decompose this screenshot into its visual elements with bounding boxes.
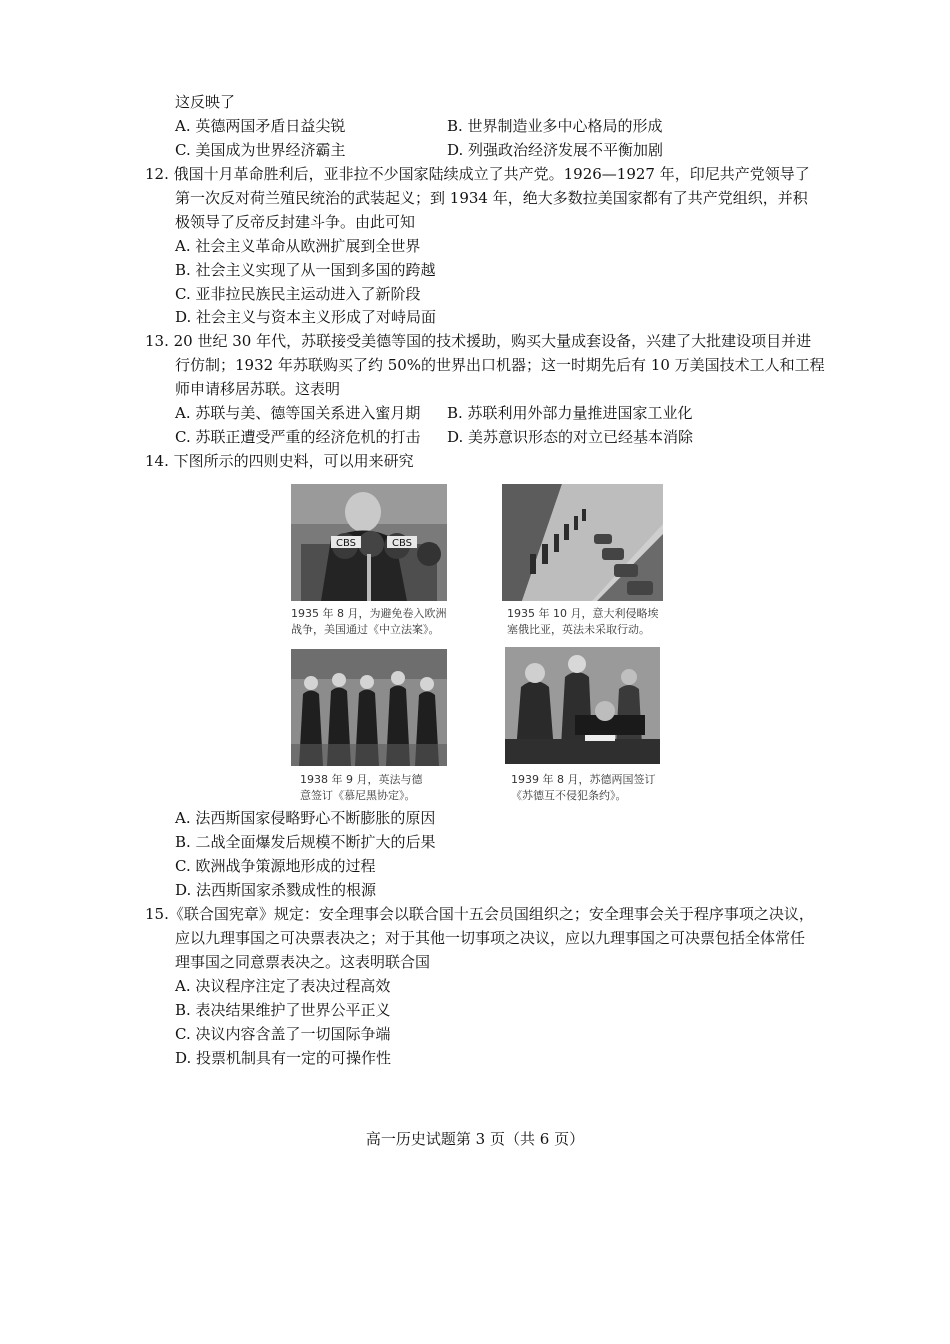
photo-munich-agreement [291,649,447,766]
caption-2-line1: 1935 年 10 月，意大利侵略埃 [507,607,659,620]
photo-neutrality-act [291,484,447,601]
photo-ethiopia-invasion [502,484,663,601]
q13-option-a: A. 苏联与美、德等国关系进入蜜月期 [175,404,421,422]
q14-stem: 14. 下图所示的四则史料，可以用来研究 [145,452,414,470]
q11-option-d: D. 列强政治经济发展不平衡加剧 [447,141,664,159]
q13-option-d: D. 美苏意识形态的对立已经基本消除 [447,428,694,446]
q12-option-c: C. 亚非拉民族民主运动进入了新阶段 [175,285,421,303]
q15-option-d: D. 投票机制具有一定的可操作性 [175,1049,392,1067]
caption-1-line1: 1935 年 8 月，为避免卷入欧洲 [291,607,447,620]
q13-option-c: C. 苏联正遭受严重的经济危机的打击 [175,428,421,446]
cbs-mic-label: CBS [391,538,413,549]
caption-2-line2: 塞俄比亚，英法未采取行动。 [507,623,650,636]
caption-1-line2: 战争，美国通过《中立法案》。 [291,623,440,636]
q15-stem-line3: 理事国之同意票表决之。这表明联合国 [175,953,431,971]
q12-stem-line1: 12. 俄国十月革命胜利后，亚非拉不少国家陆续成立了共产党。1926—1927 年，印尼共产党领导了 [145,165,810,183]
q13-stem-line3: 师申请移居苏联。这表明 [175,380,341,398]
caption-4-line2: 《苏德互不侵犯条约》。 [511,789,627,802]
q11-option-b: B. 世界制造业多中心格局的形成 [447,117,663,135]
q14-option-c: C. 欧洲战争策源地形成的过程 [175,857,376,875]
q15-option-a: A. 决议程序注定了表决过程高效 [175,977,391,995]
caption-4-line1: 1939 年 8 月，苏德两国签订 [511,773,656,786]
caption-3-line2: 意签订《慕尼黑协定》。 [300,789,416,802]
q12-option-b: B. 社会主义实现了从一国到多国的跨越 [175,261,436,279]
photo-molotov-ribbentrop [505,647,660,764]
q15-option-b: B. 表决结果维护了世界公平正义 [175,1001,391,1019]
q14-option-b: B. 二战全面爆发后规模不断扩大的后果 [175,833,436,851]
q15-option-c: C. 决议内容含盖了一切国际争端 [175,1025,391,1043]
q15-stem-line2: 应以九理事国之可决票表决之；对于其他一切事项之决议，应以九理事国之可决票包括全体常任 [175,929,806,947]
q12-option-d: D. 社会主义与资本主义形成了对峙局面 [175,308,437,326]
q14-option-d: D. 法西斯国家杀戮成性的根源 [175,881,377,899]
q13-stem-line1: 13. 20 世纪 30 年代，苏联接受美德等国的技术援助，购买大量成套设备，兴建了大批建设项目并进 [145,332,812,350]
q13-stem-line2: 行仿制；1932 年苏联购买了约 50%的世界出口机器；这一时期先后有 10 万美国技术工人和工程 [175,356,825,374]
q12-stem-line2: 第一次反对荷兰殖民统治的武装起义；到 1934 年，绝大多数拉美国家都有了共产党组织，并积 [175,189,808,207]
q11-option-c: C. 美国成为世界经济霸主 [175,141,346,159]
q11-stem-tail: 这反映了 [175,93,236,111]
q15-stem-line1: 15.《联合国宪章》规定：安全理事会以联合国十五会员国组织之；安全理事会关于程序事项之决议， [145,905,814,923]
page-footer: 高一历史试题第 3 页（共 6 页） [365,1130,585,1148]
q12-stem-line3: 极领导了反帝反封建斗争。由此可知 [175,213,416,231]
cbs-mic-label: CBS [335,538,357,549]
q11-option-a: A. 英德两国矛盾日益尖锐 [175,117,346,135]
q12-option-a: A. 社会主义革命从欧洲扩展到全世界 [175,237,421,255]
caption-3-line1: 1938 年 9 月，英法与德 [300,773,423,786]
q14-option-a: A. 法西斯国家侵略野心不断膨胀的原因 [175,809,436,827]
q13-option-b: B. 苏联利用外部力量推进国家工业化 [447,404,693,422]
